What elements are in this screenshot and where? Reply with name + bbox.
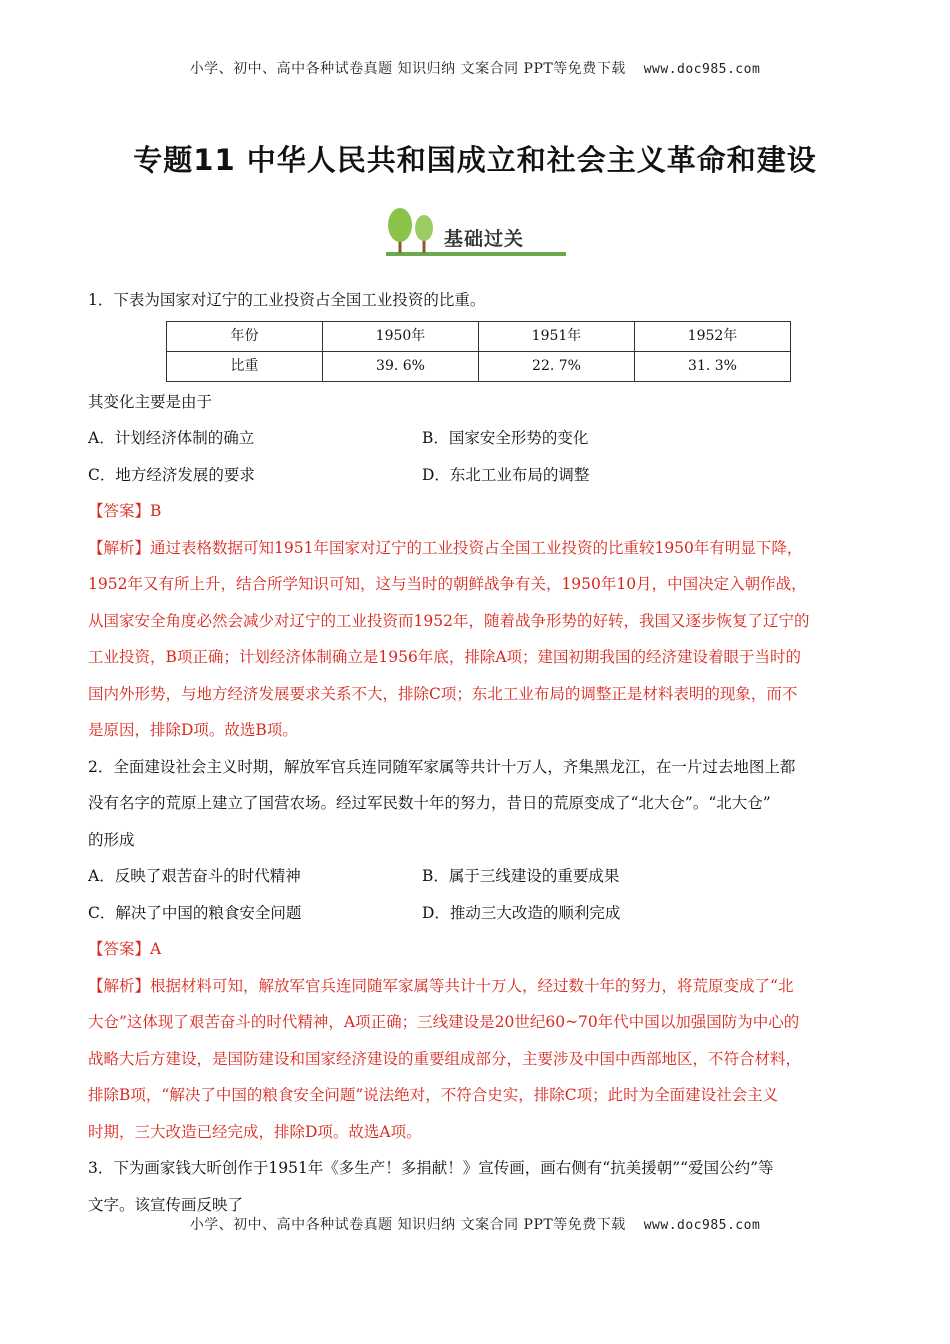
option-d: D．东北工业布局的调整 (422, 465, 590, 484)
question-list (88, 282, 868, 1223)
q2-answer (88, 931, 868, 968)
analysis-line: 工业投资，B项正确；计划经济体制确立是1956年底，排除A项；建国初期我国的经济建设着眼于当时的 (88, 648, 802, 666)
analysis-tag: 【解析】 (88, 538, 151, 557)
analysis-line (88, 968, 868, 1005)
analysis-line: 排除B项，“解决了中国的粮食安全问题”说法绝对，不符合史实，排除C项；此时为全面建设社会主义 (88, 1086, 779, 1104)
table-cell: 1952年 (635, 321, 791, 351)
answer-tag: 【答案】 (88, 502, 151, 520)
analysis-line: 大仓”这体现了艰苦奋斗的时代精神，A项正确；三线建设是20世纪60~70年代中国以加强国防为中心的 (88, 1013, 800, 1031)
table-cell: 比重 (167, 351, 323, 381)
q2-options-row-2 (88, 895, 868, 932)
option-a: A．反映了艰苦奋斗的时代精神 (88, 867, 301, 885)
table-cell: 1950年 (323, 321, 479, 351)
footer-text: 小学、初中、高中各种试卷真题 知识归纳 文案合同 PPT等免费下载 (189, 1217, 626, 1233)
analysis-line (88, 530, 868, 567)
header-site-link[interactable]: www.doc985.com (643, 62, 761, 77)
q1-stem: 1．下表为国家对辽宁的工业投资占全国工业投资的比重。 (88, 291, 486, 309)
analysis-text: 根据材料可知，解放军官兵连同随军家属等共计十万人，经过数十年的努力，将荒原变成了“北 (150, 976, 794, 995)
analysis-line: 从国家安全角度必然会减少对辽宁的工业投资而1952年，随着战争形势的好转，我国又逐步恢复了辽宁的 (88, 611, 810, 630)
table-cell: 39. 6% (323, 351, 479, 381)
q2-analysis (88, 968, 868, 1151)
option-d: D．推动三大改造的顺利完成 (422, 903, 621, 922)
table-cell: 22. 7% (479, 351, 635, 381)
table-row (167, 351, 791, 381)
q1-table (166, 321, 791, 382)
answer-value: A (150, 940, 162, 958)
q1-tail: 其变化主要是由于 (88, 392, 213, 411)
badge-label: 基础过关 (444, 228, 525, 250)
table-cell: 1951年 (479, 321, 635, 351)
option-b: B．国家安全形势的变化 (422, 429, 589, 447)
page-title: 专题11 中华人民共和国成立和社会主义革命和建设 (133, 143, 817, 177)
q1-analysis (88, 530, 868, 749)
section-badge (378, 206, 568, 260)
analysis-line: 国内外形势，与地方经济发展要求关系不大，排除C项；东北工业布局的调整正是材料表明的现象，而不 (88, 684, 798, 703)
q2-options-row-1 (88, 858, 868, 895)
table-row (167, 321, 791, 351)
q1-answer (88, 493, 868, 530)
option-a: A．计划经济体制的确立 (88, 429, 255, 447)
q2-stem-line: 没有名字的荒原上建立了国营农场。经过军民数十年的努力，昔日的荒原变成了“北大仓”。“北大仓” (88, 794, 771, 812)
option-b: B．属于三线建设的重要成果 (422, 867, 620, 885)
analysis-text: 通过表格数据可知1951年国家对辽宁的工业投资占全国工业投资的比重较1950年有明显下降， (150, 538, 803, 557)
q2-stem-line: 的形成 (88, 830, 135, 849)
q1-options-row-1 (88, 420, 868, 457)
q3-stem-line: 3．下为画家钱大昕创作于1951年《多生产！多捐献！》宣传画，画右侧有“抗美援朝”“爱国公约”等 (88, 1159, 774, 1177)
analysis-line: 时期，三大改造已经完成，排除D项。故选A项。 (88, 1122, 422, 1141)
table-cell: 年份 (167, 321, 323, 351)
option-c: C．地方经济发展的要求 (88, 465, 255, 484)
answer-tag: 【答案】 (88, 940, 151, 958)
q3-stem-line: 文字。该宣传画反映了 (88, 1195, 244, 1214)
page-header (0, 58, 950, 78)
header-text: 小学、初中、高中各种试卷真题 知识归纳 文案合同 PPT等免费下载 (189, 61, 626, 77)
analysis-line: 是原因，排除D项。故选B项。 (88, 721, 298, 739)
footer-site-link[interactable]: www.doc985.com (643, 1218, 761, 1233)
q1-options-row-2 (88, 457, 868, 494)
answer-value: B (150, 502, 162, 520)
analysis-line: 战略大后方建设，是国防建设和国家经济建设的重要组成部分，主要涉及中国中西部地区，不符合材料， (88, 1049, 802, 1068)
analysis-line: 1952年又有所上升，结合所学知识可知，这与当时的朝鲜战争有关，1950年10月，中国决定入朝作战， (88, 575, 807, 593)
option-c: C．解决了中国的粮食安全问题 (88, 903, 302, 922)
table-cell: 31. 3% (635, 351, 791, 381)
q2-stem-line: 2．全面建设社会主义时期，解放军官兵连同随军家属等共计十万人，齐集黑龙江，在一片过去地图上都 (88, 757, 796, 776)
analysis-tag: 【解析】 (88, 976, 151, 995)
page-footer (0, 1214, 950, 1234)
